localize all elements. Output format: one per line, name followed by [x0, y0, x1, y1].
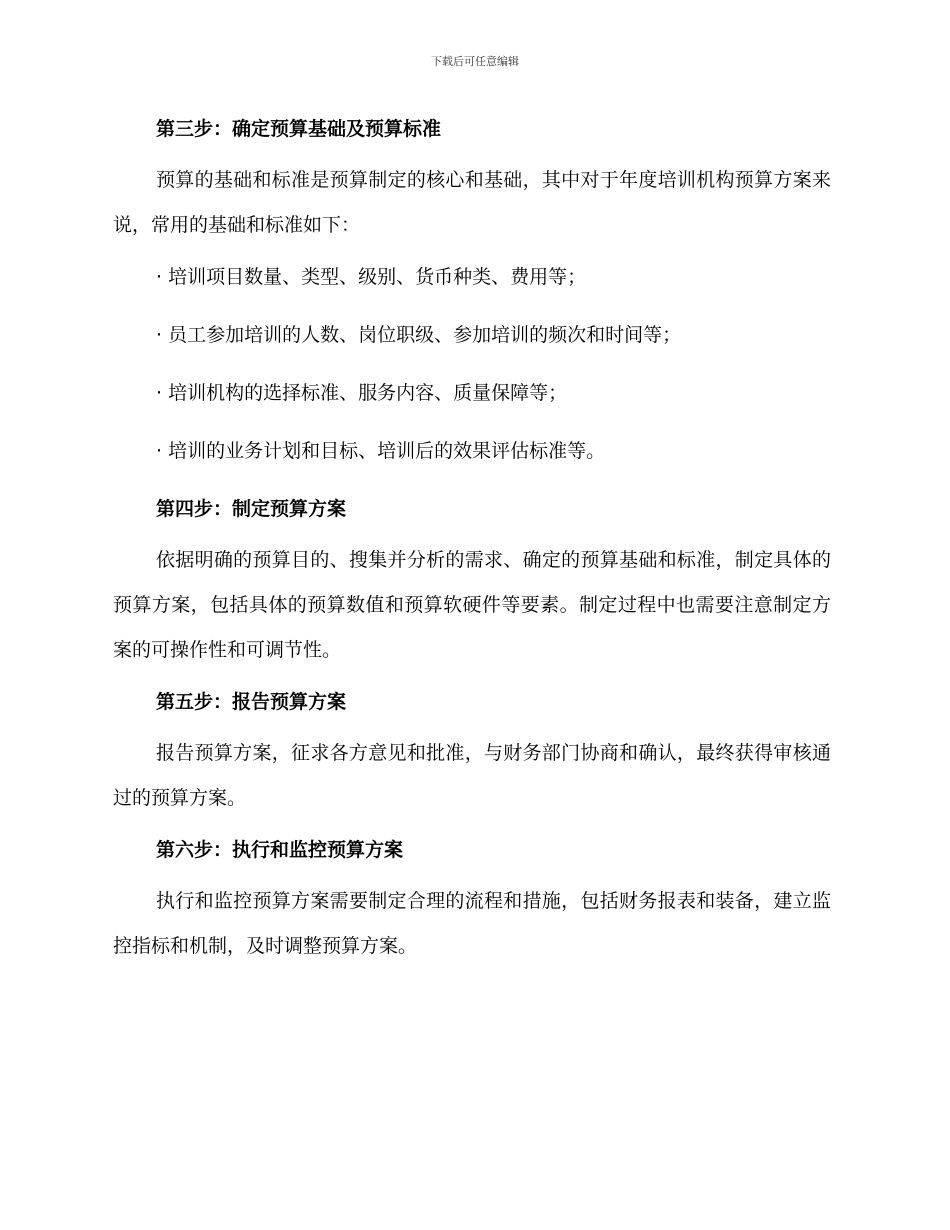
step5-paragraph: 报告预算方案，征求各方意见和批准，与财务部门协商和确认，最终获得审核通过的预算方案。 — [113, 742, 831, 809]
step3-bullet-3: · 培训机构的选择标准、服务内容、质量保障等； — [156, 382, 568, 404]
step3-bullet-1: · 培训项目数量、类型、级别、货币种类、费用等； — [156, 266, 587, 288]
step3-bullet-2: · 员工参加培训的人数、岗位职级、参加培训的频次和时间等； — [156, 324, 682, 346]
step6-paragraph: 执行和监控预算方案需要制定合理的流程和措施，包括财务报表和装备，建立监控指标和机制，及时调整预算方案。 — [113, 890, 831, 957]
step3-bullet-4: · 培训的业务计划和目标、培训后的效果评估标准等。 — [156, 440, 606, 462]
step3-heading: 第三步：确定预算基础及预算标准 — [156, 118, 442, 140]
document-body — [113, 113, 831, 969]
step4-paragraph: 依据明确的预算目的、搜集并分析的需求、确定的预算基础和标准，制定具体的预算方案，包括具体的预算数值和预算软硬件等要素。制定过程中也需要注意制定方案的可操作性和可调节性。 — [113, 549, 831, 661]
step4-heading: 第四步：制定预算方案 — [156, 498, 347, 520]
step5-heading: 第五步：报告预算方案 — [156, 691, 347, 713]
step3-paragraph: 预算的基础和标准是预算制定的核心和基础，其中对于年度培训机构预算方案来说，常用的基础和标准如下： — [113, 169, 831, 236]
step6-heading: 第六步：执行和监控预算方案 — [156, 839, 404, 861]
page-header: 下载后可任意编辑 — [431, 55, 519, 68]
